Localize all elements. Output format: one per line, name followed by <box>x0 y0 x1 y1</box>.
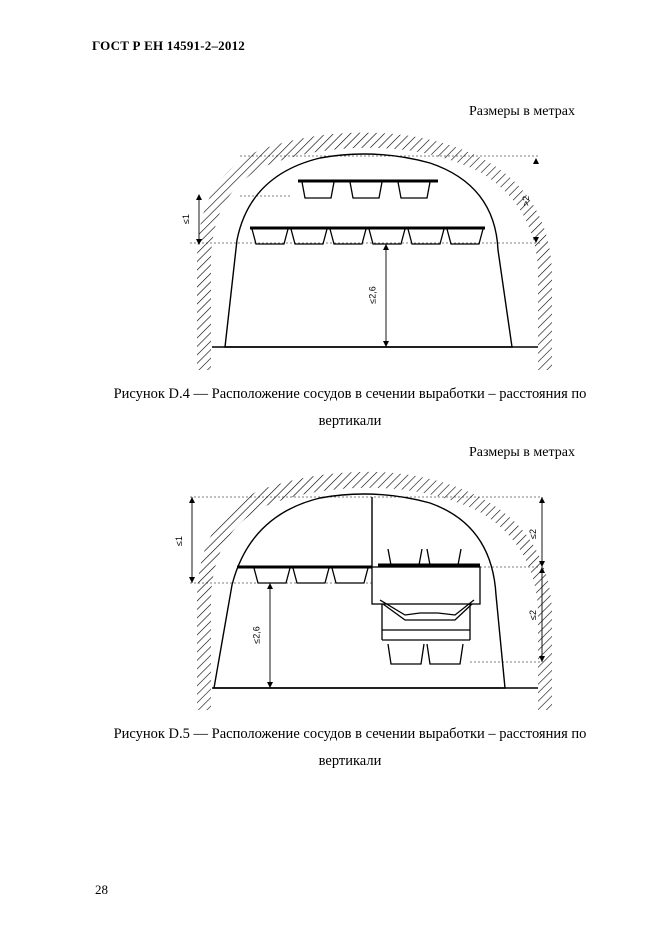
dim-label-top: ≤1 <box>173 536 184 546</box>
dim-label-height: ≤2,6 <box>367 286 378 304</box>
figure-d4-caption-line2: вертикали <box>318 413 382 429</box>
dim-label-right-upper: ≤2 <box>527 529 538 539</box>
rock-hatching <box>197 472 552 710</box>
left-buckets <box>254 568 368 583</box>
figure-d5-caption-line1: Рисунок D.5 — Расположение сосудов в сечении выработки – расстояния по <box>113 726 587 742</box>
figure-d4-caption-line1: Рисунок D.4 — Расположение сосудов в сечении выработки – расстояния по <box>113 386 587 402</box>
dim-label-height: ≤2,6 <box>251 626 262 644</box>
dim-label-top: ≤1 <box>180 214 191 224</box>
units-note-fig4: Размеры в метрах <box>469 104 575 119</box>
right-bucket-structure <box>372 549 480 664</box>
page-number: 28 <box>95 882 108 897</box>
dim-label-right-lower: ≤2 <box>527 610 538 620</box>
dim-label-right: >2 <box>521 195 532 207</box>
units-note-fig5: Размеры в метрах <box>469 445 575 460</box>
figure-d5-caption-line2: вертикали <box>318 753 382 769</box>
document-header: ГОСТ Р ЕН 14591-2–2012 <box>92 38 245 53</box>
